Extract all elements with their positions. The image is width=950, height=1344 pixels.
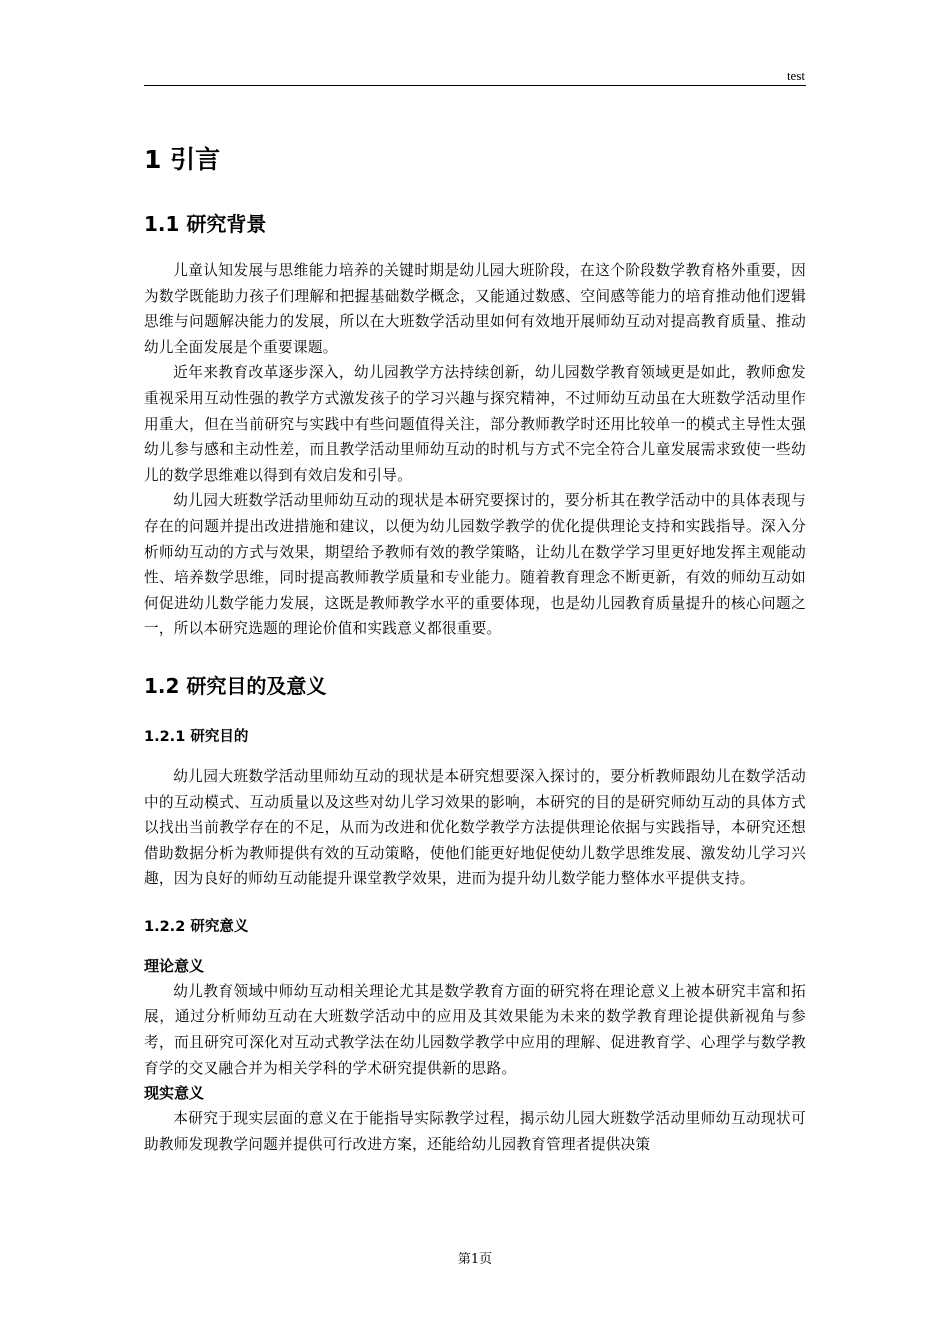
subsection-title-purpose: 1.2.1 研究目的 (144, 728, 249, 745)
paragraph: 儿童认知发展与思维能力培养的关键时期是幼儿园大班阶段，在这个阶段数学教育格外重要，因为数学既能助力孩子们理解和把握基础数学概念，又能通过数感、空间感等能力的培育推动他们逻辑思维与问题解决能力的发展，所以在大班数学活动里如何有效地开展师幼互动对提高教育质量、推动幼儿全面发展是个重要课题。 (144, 262, 806, 356)
section-title-background: 1.1 研究背景 (144, 212, 267, 236)
subsection-title-significance: 1.2.2 研究意义 (144, 918, 249, 935)
page-body (144, 140, 806, 1157)
practical-significance-label: 现实意义 (144, 1084, 205, 1103)
paragraph: 幼儿园大班数学活动里师幼互动的现状是本研究想要深入探讨的，要分析教师跟幼儿在数学活动中的互动模式、互动质量以及这些对幼儿学习效果的影响，本研究的目的是研究师幼互动的具体方式以找出当前教学存在的不足，从而为改进和优化数学教学方法提供理论依据与实践指导，本研究还想借助数据分析为教师提供有效的互动策略，使他们能更好地促使幼儿数学思维发展、激发幼儿学习兴趣，因为良好的师幼互动能提升课堂教学效果，进而为提升幼儿数学能力整体水平提供支持。 (144, 767, 806, 888)
page-number: 第1页 (457, 1252, 493, 1267)
paragraph: 近年来教育改革逐步深入，幼儿园教学方法持续创新，幼儿园数学教育领域更是如此，教师愈发重视采用互动性强的教学方式激发孩子的学习兴趣与探究精神，不过师幼互动虽在大班数学活动里作用重大，但在当前研究与实践中有些问题值得关注，部分教师教学时还用比较单一的模式主导性太强幼儿参与感和主动性差，而且教学活动里师幼互动的时机与方式不完全符合儿童发展需求致使一些幼儿的数学思维难以得到有效启发和引导。 (144, 364, 806, 484)
theory-significance-label: 理论意义 (144, 956, 205, 975)
chapter-title: 1 引言 (144, 145, 221, 174)
paragraph: 幼儿教育领域中师幼互动相关理论尤其是数学教育方面的研究将在理论意义上被本研究丰富和拓展，通过分析师幼互动在大班数学活动中的应用及其效果能为未来的数学教育理论提供新视角与参考，而且研究可深化对互动式教学法在幼儿园数学教学中应用的理解、促进教育学、心理学与数学教育学的交叉融合并为相关学科的学术研究提供新的思路。 (144, 982, 806, 1077)
paragraph: 本研究于现实层面的意义在于能指导实际教学过程，揭示幼儿园大班数学活动里师幼互动现状可助教师发现教学问题并提供可行改进方案，还能给幼儿园教育管理者提供决策 (144, 1110, 806, 1153)
header-rule (144, 85, 806, 86)
paragraph: 幼儿园大班数学活动里师幼互动的现状是本研究要探讨的，要分析其在教学活动中的具体表现与存在的问题并提出改进措施和建议，以便为幼儿园数学教学的优化提供理论支持和实践指导。深入分析师幼互动的方式与效果，期望给予教师有效的教学策略，让幼儿在数学学习里更好地发挥主观能动性、培养数学思维，同时提高教师教学质量和专业能力。随着教育理念不断更新，有效的师幼互动如何促进幼儿数学能力发展，这既是教师教学水平的重要体现，也是幼儿园教育质量提升的核心问题之一，所以本研究选题的理论价值和实践意义都很重要。 (144, 492, 806, 638)
running-header: test (786, 68, 805, 83)
section-title-purpose: 1.2 研究目的及意义 (144, 673, 327, 698)
